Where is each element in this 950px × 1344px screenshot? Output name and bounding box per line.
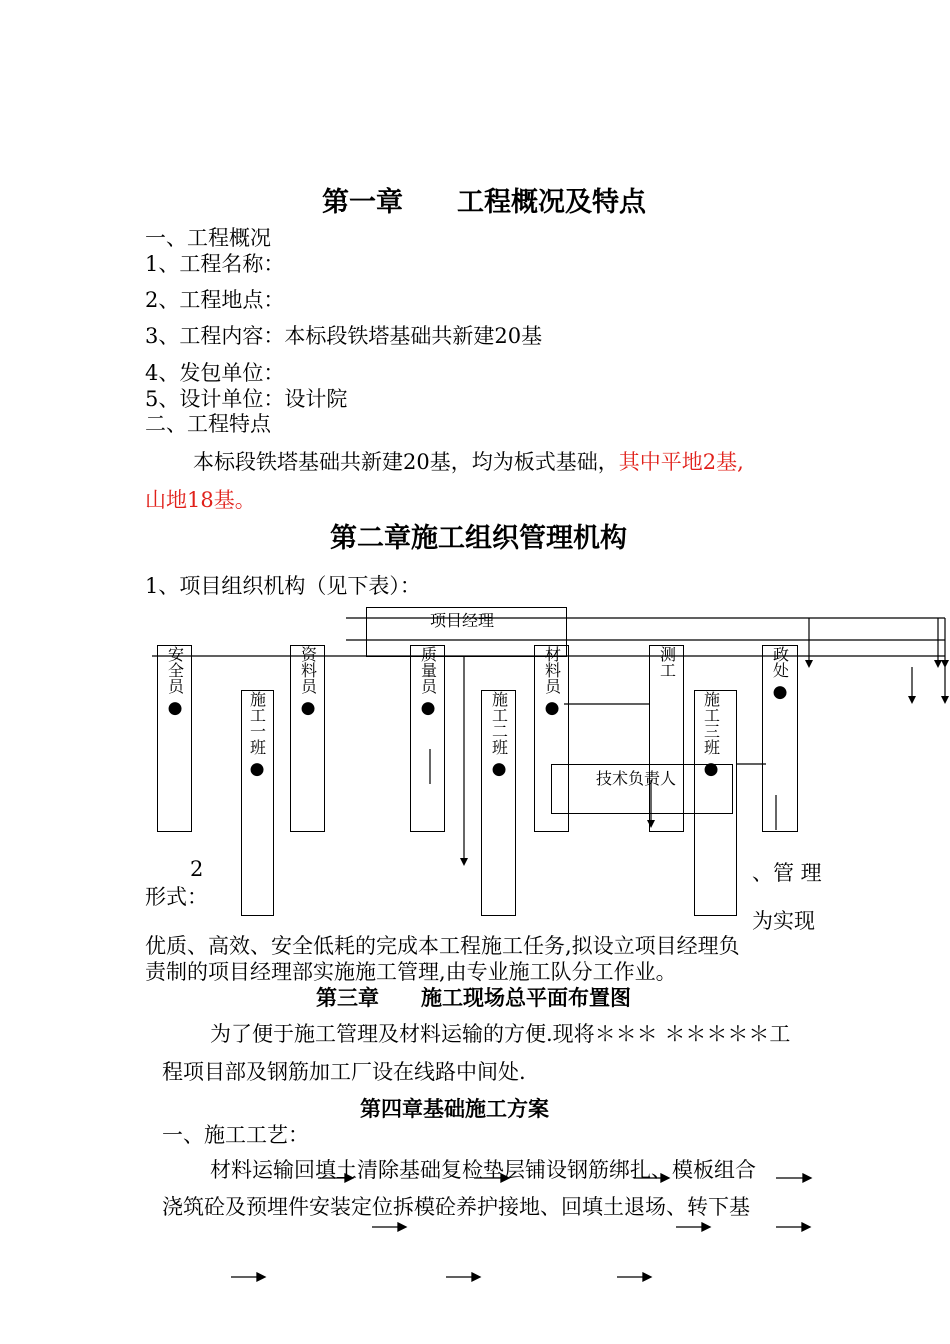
item-designer: 5、设计单位：设计院: [145, 387, 348, 411]
item2-number: 2: [190, 857, 204, 881]
chapter2-title: 第二章施工组织管理机构: [330, 523, 627, 554]
project-manager-label: 项目经理: [430, 611, 495, 630]
item-project-name: 1、工程名称：: [145, 252, 285, 276]
safety-officer-label: 安全员 ●: [165, 646, 185, 718]
records-clerk-label: 资料员 ●: [298, 646, 318, 718]
item2-label: 形式：: [145, 885, 208, 909]
tech-lead-label: 技术负责人: [596, 769, 677, 788]
site-paragraph-line2: 程项目部及钢筋加工厂设在线路中间处.: [162, 1060, 526, 1084]
process-line2: 浇筑砼及预埋件安装定位拆模砼养护接地、回填土退场、转下基: [162, 1195, 750, 1219]
section-features: 二、工程特点: [145, 412, 271, 436]
item2-right-2: 为实现: [752, 909, 815, 933]
surveyor-label: 测工: [657, 646, 677, 678]
admin-officer-label: 政处 ●: [770, 646, 790, 702]
item-contractor: 4、发包单位：: [145, 361, 285, 385]
item-project-location: 2、工程地点：: [145, 288, 285, 312]
process-line1: 材料运输回填土清除基础复检垫层铺设钢筋绑扎、模板组合: [210, 1158, 756, 1182]
chapter1-title: 第一章 工程概况及特点: [322, 187, 646, 218]
features-highlight-1: 其中平地2基,: [618, 450, 744, 474]
chapter4-title: 第四章基础施工方案: [360, 1096, 549, 1121]
crew-2-label: 施工二班 ●: [489, 691, 509, 779]
section-overview: 一、工程概况: [145, 226, 271, 250]
features-highlight-2: 山地18基。: [145, 488, 256, 512]
quality-officer-label: 质量员 ●: [418, 646, 438, 718]
features-text: 本标段铁塔基础共新建20基，均为板式基础，: [193, 450, 619, 474]
org-paragraph-line1: 优质、高效、安全低耗的完成本工程施工任务,拟设立项目经理负: [145, 934, 740, 958]
crew-1-label: 施工一班 ●: [247, 691, 267, 779]
site-paragraph-line1: 为了便于施工管理及材料运输的方便.现将＊＊＊ ＊＊＊＊＊工: [210, 1022, 791, 1046]
org-paragraph-line2: 责制的项目经理部实施施工管理,由专业施工队分工作业。: [145, 960, 677, 984]
item-project-content: 3、工程内容：本标段铁塔基础共新建20基: [145, 324, 543, 348]
materials-clerk-label: 材料员 ●: [542, 646, 562, 718]
crew-3-label: 施工三班 ●: [701, 691, 721, 779]
section-process: 一、施工工艺：: [162, 1123, 309, 1147]
org-structure-label: 1、项目组织机构（见下表）：: [145, 574, 421, 598]
item2-right-1: 、管 理: [752, 861, 822, 885]
chapter3-title: 第三章 施工现场总平面布置图: [316, 985, 631, 1010]
